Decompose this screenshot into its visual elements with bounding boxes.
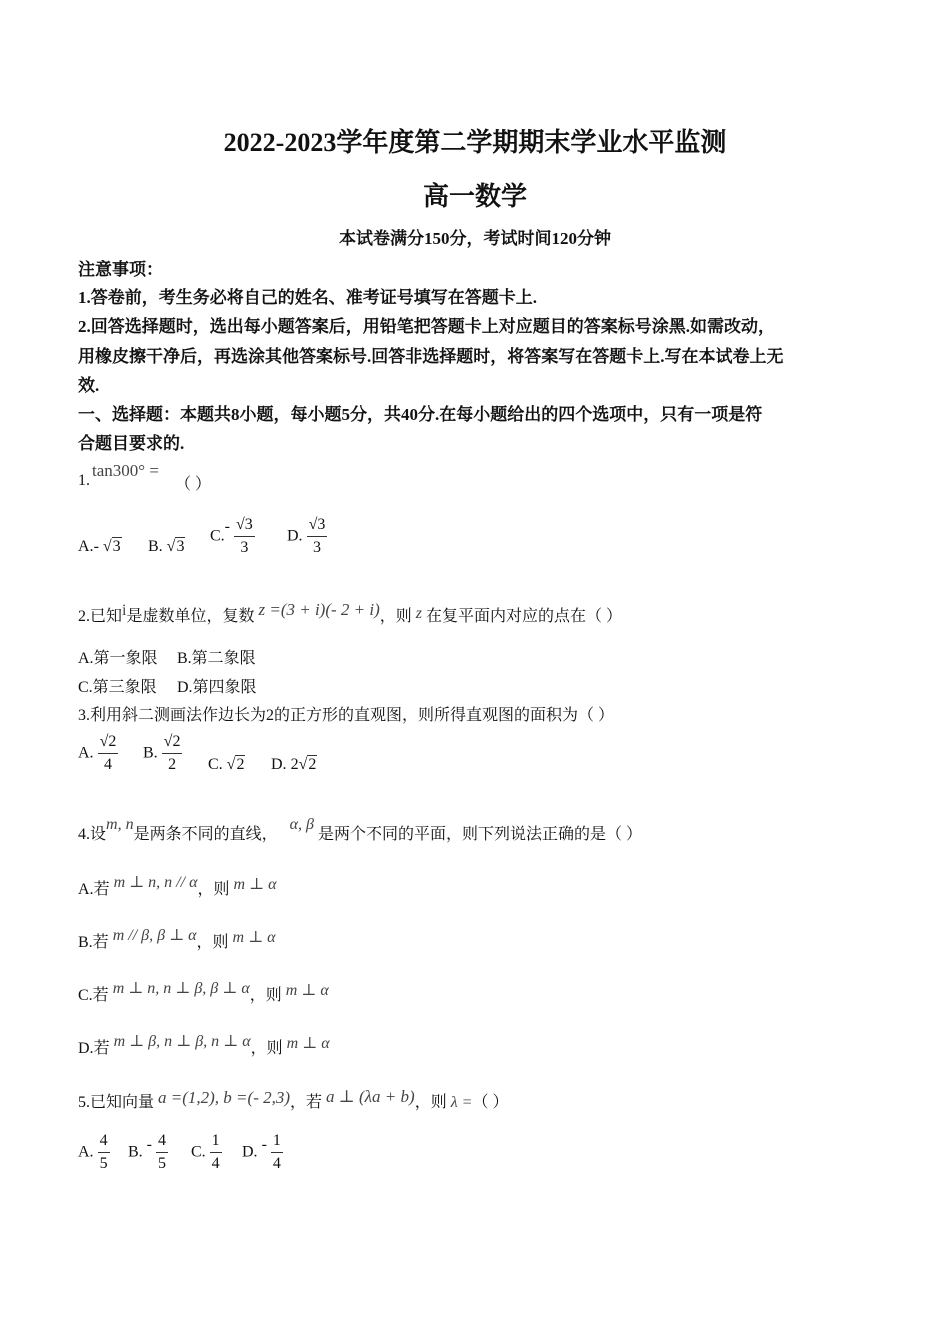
exam-subject: 高一数学 <box>422 182 527 211</box>
q3-option-b-label: B. <box>143 744 158 762</box>
fraction-denominator: 4 <box>103 756 112 773</box>
q4-option-c-condition: m ⊥ n, n ⊥ β, β ⊥ α <box>112 980 250 997</box>
fraction-denominator: 3 <box>312 539 321 556</box>
fraction <box>234 514 255 559</box>
q4-option-d-condition: m ⊥ β, n ⊥ β, n ⊥ α <box>113 1033 251 1050</box>
radicand: 3 <box>112 538 121 555</box>
q5-option-c <box>191 1130 222 1175</box>
q1-expression: tan300° = <box>92 461 159 480</box>
exam-info: 本试卷满分150分，考试时间120分钟 <box>339 229 611 248</box>
fraction-denominator: 4 <box>272 1155 281 1172</box>
q3-option-c <box>208 756 245 774</box>
q5-text-1: 5.已知向量 <box>78 1094 155 1111</box>
fraction-numerator: √3 <box>234 514 255 537</box>
q4-text-1: 4.设 <box>78 826 107 843</box>
q1-option-c <box>210 514 255 559</box>
radicand: 3 <box>317 516 326 533</box>
q4-if: 若 <box>92 934 109 951</box>
q4-if: 若 <box>92 987 109 1004</box>
q5-option-d-label: D. <box>242 1143 258 1161</box>
q5-lambda: λ = <box>450 1094 473 1111</box>
q1-blank: （ ） <box>175 476 212 493</box>
q1-number: 1. <box>78 472 90 489</box>
q4-option-c-label: C. <box>78 987 93 1004</box>
q4-conclusion: m ⊥ α <box>286 1035 330 1052</box>
q4-stem <box>78 816 642 844</box>
fraction-denominator: 3 <box>240 539 249 556</box>
fraction <box>271 1130 283 1175</box>
radicand: 2 <box>108 733 117 750</box>
fraction-numerator: √2 <box>162 731 183 754</box>
q3-option-b <box>143 731 182 776</box>
radicand: 2 <box>308 756 317 773</box>
q2-text-2: 是虚数单位，复数 <box>126 608 255 625</box>
q1-option-b <box>148 538 185 556</box>
q2-expression: z =(3 + i)(- 2 + i) <box>258 600 380 619</box>
notes-heading: 注意事项： <box>78 260 163 279</box>
q4-if: 若 <box>93 1040 110 1057</box>
q5-option-b-label: B. <box>128 1143 143 1161</box>
q4-conclusion: m ⊥ α <box>232 929 276 946</box>
q2-option-c: C.第三象限 <box>78 679 157 696</box>
q3-option-d-label: D. <box>271 756 287 773</box>
fraction <box>98 1130 110 1175</box>
sqrt-symbol: √3 <box>102 538 121 555</box>
coefficient: 2 <box>290 756 299 773</box>
fraction <box>210 1130 222 1175</box>
exam-title: 2022-2023学年度第二学期期末学业水平监测 <box>223 128 727 157</box>
q3-option-a <box>78 731 118 776</box>
q4-option-a <box>78 876 276 899</box>
q4-option-d-label: D. <box>78 1040 94 1057</box>
q5-condition: a ⊥ (λa + b) <box>326 1087 415 1106</box>
q1-option-d-label: D. <box>287 527 303 545</box>
q4-then: ，则 <box>197 881 230 898</box>
fraction-numerator: 1 <box>271 1130 283 1153</box>
minus-sign: - <box>224 517 230 535</box>
q3-option-c-label: C. <box>208 756 223 773</box>
q5-vectors: a =(1,2), b =(- 2,3) <box>158 1088 291 1107</box>
radicand: 3 <box>244 516 253 533</box>
q4-if: 若 <box>93 881 110 898</box>
q2-text-3: ，则 <box>379 608 412 625</box>
q4-conclusion: m ⊥ α <box>233 876 277 893</box>
q5-option-a <box>78 1130 110 1175</box>
q4-lines: m, n <box>106 816 134 833</box>
q4-text-3: 是两个不同的平面，则下列说法正确的是（ ） <box>317 826 642 843</box>
q2-text-1: 2.已知 <box>78 608 123 625</box>
q5-option-b <box>128 1130 168 1175</box>
q2-stem <box>78 600 623 626</box>
section-1-line2: 合题目要求的. <box>78 434 185 453</box>
radicand: 2 <box>236 756 245 773</box>
minus-sign: - <box>146 1135 152 1153</box>
q5-option-a-label: A. <box>78 1143 94 1161</box>
q4-option-b-condition: m // β, β ⊥ α <box>112 927 197 944</box>
sqrt-symbol: √2 <box>298 756 317 773</box>
q3-option-d <box>271 756 317 774</box>
note-2-line3: 效. <box>78 376 100 395</box>
q4-option-a-condition: m ⊥ n, n // α <box>113 874 198 891</box>
q4-option-c <box>78 982 329 1005</box>
fraction <box>98 731 119 776</box>
q2-text-4: 在复平面内对应的点在（ ） <box>426 608 623 625</box>
sqrt-symbol: √2 <box>226 756 245 773</box>
q5-option-c-label: C. <box>191 1143 206 1161</box>
q5-blank: （ ） <box>472 1094 509 1111</box>
fraction-denominator: 5 <box>99 1155 108 1172</box>
q1-option-b-label: B. <box>148 538 163 555</box>
note-1: 1.答卷前，考生务必将自己的姓名、准考证号填写在答题卡上. <box>78 288 537 307</box>
fraction-numerator: √2 <box>98 731 119 754</box>
fraction-denominator: 4 <box>211 1155 220 1172</box>
q2-imag-unit: i <box>122 602 127 619</box>
fraction-denominator: 2 <box>168 756 177 773</box>
q4-then: ，则 <box>196 934 229 951</box>
q1-option-c-label: C. <box>210 527 225 545</box>
minus-sign: - <box>261 1135 267 1153</box>
section-1-line1: 一、选择题：本题共8小题，每小题5分，共40分.在每小题给出的四个选项中，只有一项是符 <box>78 405 763 424</box>
fraction <box>162 731 183 776</box>
q5-text-3: ，则 <box>414 1094 447 1111</box>
fraction-numerator: 4 <box>156 1130 168 1153</box>
q4-option-b-label: B. <box>78 934 93 951</box>
q4-planes: α, β <box>289 816 314 833</box>
q4-option-d <box>78 1035 330 1058</box>
minus-sign: - <box>93 538 99 555</box>
q5-stem <box>78 1089 508 1112</box>
q2-z: z <box>415 605 423 622</box>
q4-conclusion: m ⊥ α <box>285 982 329 999</box>
q4-then: ，则 <box>250 1040 283 1057</box>
q4-then: ，则 <box>249 987 282 1004</box>
q1-option-d <box>287 514 327 559</box>
fraction-numerator: 4 <box>98 1130 110 1153</box>
fraction-denominator: 5 <box>158 1155 166 1172</box>
radicand: 3 <box>176 538 185 555</box>
note-2-line1: 2.回答选择题时，选出每小题答案后，用铅笔把答题卡上对应题目的答案标号涂黑.如需改动， <box>78 317 775 336</box>
q1-option-a-label: A. <box>78 538 94 555</box>
fraction <box>156 1130 168 1175</box>
q3-stem: 3.利用斜二测画法作边长为2的正方形的直观图，则所得直观图的面积为（ ） <box>78 707 615 724</box>
q5-option-d <box>242 1130 283 1175</box>
radicand: 2 <box>172 733 181 750</box>
q5-text-2: ，若 <box>290 1094 323 1111</box>
q2-option-b: B.第二象限 <box>177 650 256 667</box>
q2-option-a: A.第一象限 <box>78 650 158 667</box>
sqrt-symbol: √3 <box>166 538 185 555</box>
fraction-numerator: 1 <box>210 1130 222 1153</box>
q1-option-a <box>78 538 122 556</box>
q4-text-2: 是两条不同的直线， <box>133 826 278 843</box>
fraction <box>307 514 328 559</box>
note-2-line2: 用橡皮擦干净后，再选涂其他答案标号.回答非选择题时，将答案写在答题卡上.写在本试卷上无 <box>78 347 784 366</box>
q2-option-d: D.第四象限 <box>177 679 257 696</box>
q4-option-b <box>78 929 276 952</box>
q3-option-a-label: A. <box>78 744 94 762</box>
fraction-numerator: √3 <box>307 514 328 537</box>
q4-option-a-label: A. <box>78 881 94 898</box>
